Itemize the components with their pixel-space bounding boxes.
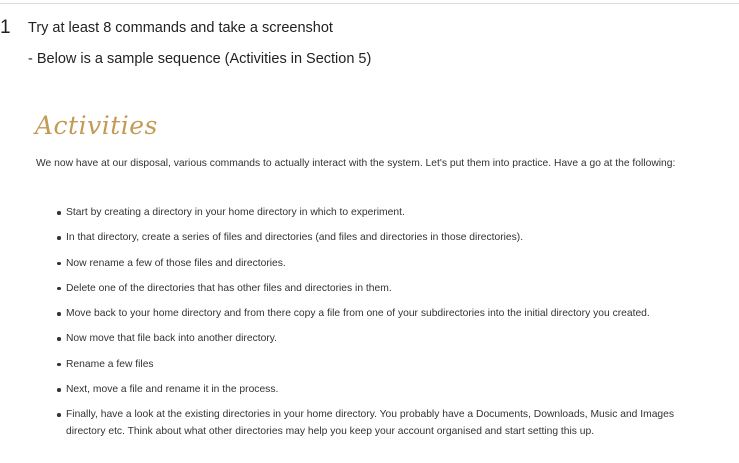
activities-intro: We now have at our disposal, various commands to actually interact with the system. Let's put them into practice. Have a go at the following:: [36, 158, 676, 169]
activity-item: Next, move a file and rename it in the process.: [56, 381, 696, 398]
activities-heading: Activities: [35, 111, 158, 140]
activity-item: Start by creating a directory in your home directory in which to experiment.: [56, 204, 696, 221]
activity-item: Rename a few files: [56, 356, 696, 373]
top-divider: [0, 3, 739, 4]
activity-item: Delete one of the directories that has other files and directories in them.: [56, 280, 696, 297]
activity-item: Move back to your home directory and from there copy a file from one of your subdirectories into the initial directory you created.: [56, 305, 696, 322]
activity-item: Finally, have a look at the existing directories in your home directory. You probably have a Documents, Downloads, Music and Images directory etc. Think about what other directories may help you keep your account organised and start setting this up.: [56, 406, 696, 440]
activities-list: [56, 204, 696, 449]
activity-item: Now rename a few of those files and directories.: [56, 255, 696, 272]
activity-item: Now move that file back into another directory.: [56, 330, 696, 347]
activity-item: In that directory, create a series of files and directories (and files and directories in those directories).: [56, 229, 696, 246]
task-instruction: Try at least 8 commands and take a screenshot: [28, 20, 333, 36]
list-item-number: 1: [0, 17, 11, 38]
task-note: - Below is a sample sequence (Activities in Section 5): [28, 51, 372, 67]
